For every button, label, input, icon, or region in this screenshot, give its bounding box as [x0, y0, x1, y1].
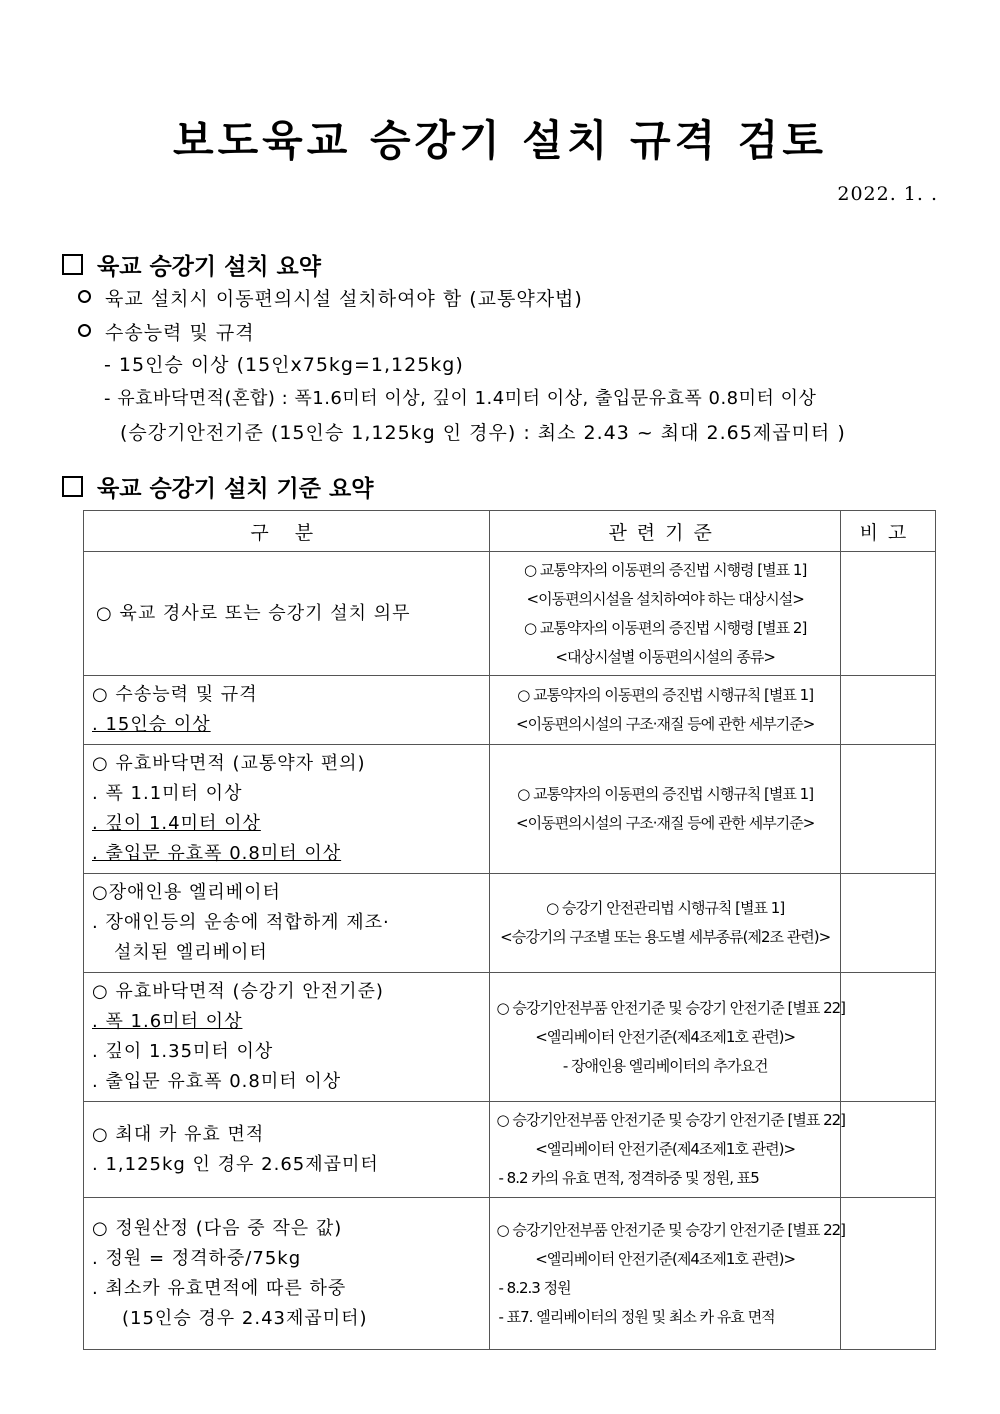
- standard-text: <대상시설별 이동편의시설의 종류>: [555, 647, 775, 666]
- category-text: . 폭 1.6미터 이상: [92, 1011, 243, 1032]
- standard-text: - 장애인용 엘리베이터의 추가요건: [562, 1056, 768, 1075]
- standard-cell: [490, 874, 840, 973]
- standard-cell: [490, 552, 840, 676]
- category-text: (15인승 경우 2.43제곱미터): [122, 1307, 368, 1329]
- standard-text: <엘리베이터 안전기준(제4조제1호 관련)>: [535, 1249, 796, 1268]
- category-cell: [84, 676, 490, 745]
- standard-cell: [490, 1198, 846, 1350]
- table-row: [84, 1102, 936, 1198]
- category-text: . 정원 = 정격하중/75kg: [92, 1247, 302, 1269]
- category-text: . 1,125kg 인 경우 2.65제곱미터: [92, 1153, 379, 1175]
- section2-heading-text: 육교 승강기 설치 기준 요약: [97, 476, 374, 502]
- category-text: ○ 육교 경사로 또는 승강기 설치 의무: [96, 602, 411, 624]
- remark-cell: [840, 874, 935, 973]
- page-title: 보도육교 승강기 설치 규격 검토: [173, 116, 827, 165]
- remark-cell: [840, 973, 935, 1102]
- remark-cell: [840, 676, 935, 745]
- standard-text: ○ 승강기안전부품 안전기준 및 승강기 안전기준 [별표 22]: [496, 1111, 846, 1129]
- standard-text: - 8.2 카의 유효 면적, 정격하중 및 정원, 표5: [498, 1169, 759, 1187]
- category-cell: [84, 552, 490, 676]
- category-cell: [84, 874, 490, 973]
- category-text: 설치된 엘리베이터: [114, 942, 268, 963]
- category-text: ○장애인용 엘리베이터: [92, 882, 281, 903]
- standard-text: ○ 교통약자의 이동편의 증진법 시행령 [별표 2]: [524, 618, 807, 637]
- category-text: . 깊이 1.4미터 이상: [92, 813, 261, 834]
- category-text: . 장애인등의 운송에 적합하게 제조·: [92, 912, 390, 933]
- standards-table: [83, 510, 936, 1350]
- header-standard: 관련기준: [490, 511, 840, 552]
- remark-cell: [840, 552, 935, 676]
- standard-text: ○ 교통약자의 이동편의 증진법 시행규칙 [별표 1]: [517, 686, 814, 704]
- standard-text: ○ 승강기안전부품 안전기준 및 승강기 안전기준 [별표 22]: [496, 998, 846, 1017]
- category-text: . 깊이 1.35미터 이상: [92, 1041, 274, 1062]
- category-cell: [84, 973, 490, 1102]
- standard-text: - 표7. 엘리베이터의 정원 및 최소 카 유효 면적: [498, 1307, 775, 1326]
- checkbox-square-icon: [62, 476, 83, 497]
- header-category: 구 분: [84, 511, 490, 552]
- category-text: . 15인승 이상: [92, 714, 211, 735]
- standard-text: <엘리베이터 안전기준(제4조제1호 관련)>: [535, 1027, 796, 1046]
- standard-text: ○ 승강기안전부품 안전기준 및 승강기 안전기준 [별표 22]: [496, 1220, 846, 1239]
- category-text: . 출입문 유효폭 0.8미터 이상: [92, 1071, 342, 1092]
- category-cell: [84, 1198, 490, 1350]
- standard-text: <이동편의시설의 구조·재질 등에 관한 세부기준>: [516, 715, 815, 733]
- standard-text: <이동편의시설을 설치하여야 하는 대상시설>: [526, 589, 804, 608]
- section2-heading: [62, 470, 373, 503]
- category-text: ○ 정원산정 (다음 중 작은 값): [92, 1217, 343, 1239]
- remark-cell: [840, 1198, 935, 1350]
- category-cell: [84, 1102, 490, 1198]
- standard-text: ○ 교통약자의 이동편의 증진법 시행령 [별표 1]: [524, 560, 807, 579]
- category-text: ○ 수송능력 및 규격: [92, 684, 258, 705]
- header-remark: 비고: [840, 511, 935, 552]
- table-row: [84, 973, 936, 1102]
- circle-bullet-icon: [78, 324, 91, 337]
- standard-cell: [490, 973, 846, 1102]
- section1-heading-text: 육교 승강기 설치 요약: [97, 254, 321, 280]
- table-row: [84, 874, 936, 973]
- section1-subitem: (승강기안전기준 (15인승 1,125kg 인 경우) : 최소 2.43 ~ 최대 2.65제곱미터 ): [120, 422, 846, 444]
- section1-subitem: - 유효바닥면적(혼합) : 폭1.6미터 이상, 깊이 1.4미터 이상, 출입문유효폭 0.8미터 이상: [104, 388, 817, 409]
- remark-cell: [840, 745, 935, 874]
- remark-cell: [840, 1102, 935, 1198]
- standard-text: <이동편의시설의 구조·재질 등에 관한 세부기준>: [516, 814, 815, 832]
- table-row: [84, 745, 936, 874]
- category-text: . 폭 1.1미터 이상: [92, 783, 243, 804]
- standard-cell: [490, 745, 840, 874]
- section1-heading: [62, 248, 321, 281]
- category-text: . 출입문 유효폭 0.8미터 이상: [92, 843, 342, 864]
- table-row: [84, 552, 936, 676]
- standard-text: <승강기의 구조별 또는 용도별 세부종류(제2조 관련)>: [500, 928, 831, 946]
- category-text: ○ 유효바닥면적 (교통약자 편의): [92, 753, 366, 774]
- category-text: ○ 유효바닥면적 (승강기 안전기준): [92, 981, 384, 1002]
- table-header-row: [84, 511, 936, 552]
- circle-bullet-icon: [78, 290, 91, 303]
- standard-cell: [490, 676, 840, 745]
- category-text: . 최소카 유효면적에 따른 하중: [92, 1277, 347, 1299]
- section1-subitem: - 15인승 이상 (15인x75kg=1,125kg): [104, 354, 464, 376]
- document-date: 2022. 1. .: [837, 183, 938, 205]
- table-row: [84, 676, 936, 745]
- section1-item-text: 육교 설치시 이동편의시설 설치하여야 함 (교통약자법): [105, 288, 583, 310]
- standard-text: ○ 교통약자의 이동편의 증진법 시행규칙 [별표 1]: [517, 785, 814, 803]
- section1-item: [78, 318, 255, 345]
- section1-item: [78, 284, 583, 311]
- standard-cell: [490, 1102, 846, 1198]
- table-row: [84, 1198, 936, 1350]
- section1-item-text: 수송능력 및 규격: [105, 322, 255, 344]
- standard-text: ○ 승강기 안전관리법 시행규칙 [별표 1]: [546, 899, 785, 917]
- category-text: ○ 최대 카 유효 면적: [92, 1123, 265, 1145]
- standard-text: - 8.2.3 정원: [498, 1278, 571, 1297]
- category-cell: [84, 745, 490, 874]
- checkbox-square-icon: [62, 254, 83, 275]
- standard-text: <엘리베이터 안전기준(제4조제1호 관련)>: [535, 1140, 796, 1158]
